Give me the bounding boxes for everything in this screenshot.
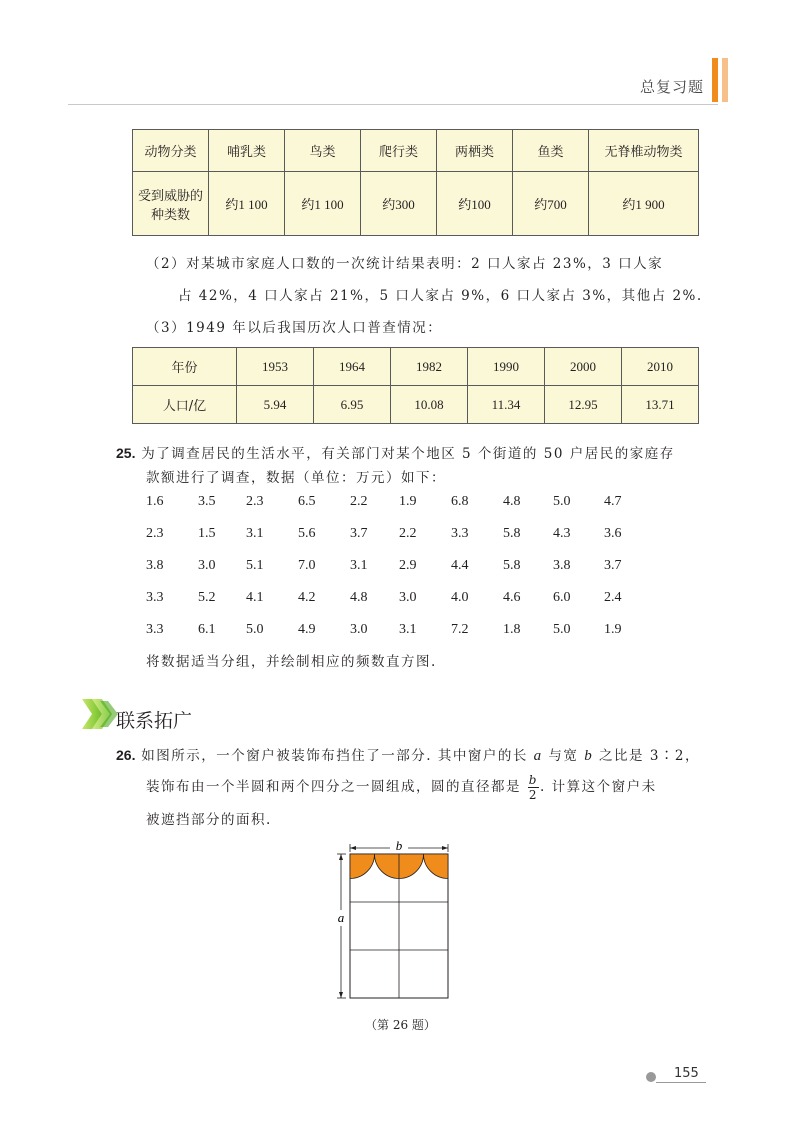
table-cell: 1990 [468, 348, 545, 386]
data-value: 6.1 [198, 622, 216, 637]
data-value: 3.3 [451, 526, 469, 541]
data-value: 3.0 [399, 590, 417, 605]
data-value: 5.0 [553, 494, 571, 509]
q26-line2 [146, 774, 657, 801]
data-value: 4.6 [503, 590, 521, 605]
data-value: 1.5 [198, 526, 216, 541]
data-value: 4.1 [246, 590, 264, 605]
data-value: 1.9 [604, 622, 622, 637]
chevron-arrows-icon [80, 697, 120, 731]
label-a: a [337, 910, 345, 925]
table-header-cell: 爬行类 [361, 130, 437, 172]
data-value: 4.8 [503, 494, 521, 509]
table-header-cell: 鱼类 [513, 130, 589, 172]
item2-line2: 占 42%，4 口人家占 21%，5 口人家占 9%，6 口人家占 3%，其他占 2%. [178, 288, 703, 304]
arrow-right-icon [442, 846, 448, 850]
table-cell: 2010 [622, 348, 699, 386]
animal-threat-table [132, 129, 699, 236]
figure-caption: （第 26 题） [365, 1018, 436, 1032]
q25-instruction: 将数据适当分组，并绘制相应的频数直方图. [146, 654, 437, 670]
data-value: 6.5 [298, 494, 316, 509]
table-header-cell: 无脊椎动物类 [589, 130, 699, 172]
q26-text-d: 装饰布由一个半圆和两个四分之一圆组成，圆的直径都是 [146, 779, 527, 795]
table-cell: 2000 [545, 348, 622, 386]
item2-line1: （2）对某城市家庭人口数的一次统计结果表明：2 口人家占 23%，3 口人家 [146, 256, 664, 272]
table-cell: 约700 [513, 172, 589, 236]
data-value: 3.1 [399, 622, 417, 637]
data-value: 1.9 [399, 494, 417, 509]
question-number: 25. [116, 445, 136, 461]
data-value: 2.2 [350, 494, 368, 509]
q26-text-c: 之比是 3∶2， [593, 748, 700, 764]
data-value: 2.3 [246, 494, 264, 509]
section-title: 联系拓广 [116, 710, 193, 732]
page-dot-icon [646, 1072, 656, 1082]
item3-text: （3）1949 年以后我国历次人口普查情况： [146, 320, 443, 336]
q26-text-b: 与宽 [542, 748, 585, 764]
data-value: 5.0 [246, 622, 264, 637]
row-label-line2: 种类数 [150, 207, 190, 223]
header-accent-bar-light [722, 58, 728, 102]
fraction-b-over-2 [528, 774, 539, 801]
table-header-cell: 动物分类 [133, 130, 209, 172]
arrow-up-icon [339, 854, 343, 860]
census-table [132, 347, 699, 424]
arrow-down-icon [339, 992, 343, 998]
table-cell: 6.95 [314, 386, 391, 424]
data-value: 1.6 [146, 494, 164, 509]
data-value: 3.8 [553, 558, 571, 573]
data-value: 4.4 [451, 558, 469, 573]
data-value: 5.2 [198, 590, 216, 605]
q26-line3: 被遮挡部分的面积. [146, 812, 272, 828]
data-value: 2.9 [399, 558, 417, 573]
data-value: 4.9 [298, 622, 316, 637]
fraction-denominator: 2 [528, 788, 538, 802]
q25-line2: 款额进行了调查，数据（单位：万元）如下： [146, 470, 446, 486]
table-row-label: 年份 [133, 348, 237, 386]
data-value: 4.2 [298, 590, 316, 605]
data-value: 3.1 [350, 558, 368, 573]
data-value: 3.7 [604, 558, 622, 573]
data-value: 3.5 [198, 494, 216, 509]
data-value: 4.3 [553, 526, 571, 541]
q25-line1 [116, 442, 675, 462]
data-value: 3.3 [146, 622, 164, 637]
question-number: 26. [116, 747, 136, 763]
table-cell: 12.95 [545, 386, 622, 424]
data-value: 4.7 [604, 494, 622, 509]
table-header-cell: 两栖类 [437, 130, 513, 172]
data-value: 4.8 [350, 590, 368, 605]
table-header-cell: 哺乳类 [209, 130, 285, 172]
table-row-label: 人口/亿 [133, 386, 237, 424]
q26-line1 [116, 744, 700, 765]
table-cell: 1953 [237, 348, 314, 386]
data-value: 6.8 [451, 494, 469, 509]
page-number: 155 [674, 1066, 699, 1081]
var-b: b [584, 748, 594, 764]
data-value: 3.0 [198, 558, 216, 573]
data-value: 3.7 [350, 526, 368, 541]
data-value: 5.0 [553, 622, 571, 637]
table-cell: 1982 [391, 348, 468, 386]
data-value: 3.3 [146, 590, 164, 605]
data-value: 2.2 [399, 526, 417, 541]
data-value: 3.1 [246, 526, 264, 541]
q26-text-e: . 计算这个窗户未 [539, 779, 657, 795]
var-a: a [533, 748, 543, 764]
arrow-left-icon [350, 846, 356, 850]
table-cell: 13.71 [622, 386, 699, 424]
header-accent-bar [712, 58, 718, 102]
data-value: 2.3 [146, 526, 164, 541]
table-header-cell: 鸟类 [285, 130, 361, 172]
table-cell: 1964 [314, 348, 391, 386]
chapter-header-title: 总复习题 [639, 78, 704, 96]
table-cell: 约100 [437, 172, 513, 236]
label-b: b [395, 838, 403, 853]
page-number-rule [656, 1082, 706, 1083]
data-value: 6.0 [553, 590, 571, 605]
data-value: 5.8 [503, 526, 521, 541]
table-cell: 10.08 [391, 386, 468, 424]
data-value: 5.8 [503, 558, 521, 573]
table-cell: 约1 100 [209, 172, 285, 236]
data-value: 1.8 [503, 622, 521, 637]
table-cell: 约300 [361, 172, 437, 236]
data-value: 3.8 [146, 558, 164, 573]
q25-text: 为了调查居民的生活水平，有关部门对某个地区 5 个街道的 50 户居民的家庭存 [141, 446, 675, 462]
data-value: 5.6 [298, 526, 316, 541]
table-cell: 5.94 [237, 386, 314, 424]
data-value: 7.2 [451, 622, 469, 637]
data-value: 7.0 [298, 558, 316, 573]
table-cell: 约1 900 [589, 172, 699, 236]
table-row-label [133, 172, 209, 236]
q26-text-a: 如图所示，一个窗户被装饰布挡住了一部分. 其中窗户的长 [141, 748, 534, 764]
row-label-line1: 受到威胁的 [137, 188, 203, 204]
table-cell: 约1 100 [285, 172, 361, 236]
window-figure [328, 836, 458, 1006]
data-value: 5.1 [246, 558, 264, 573]
fraction-numerator: b [528, 773, 538, 787]
data-value: 3.6 [604, 526, 622, 541]
data-value: 3.0 [350, 622, 368, 637]
data-value: 2.4 [604, 590, 622, 605]
table-cell: 11.34 [468, 386, 545, 424]
data-value: 4.0 [451, 590, 469, 605]
header-rule [68, 104, 718, 105]
